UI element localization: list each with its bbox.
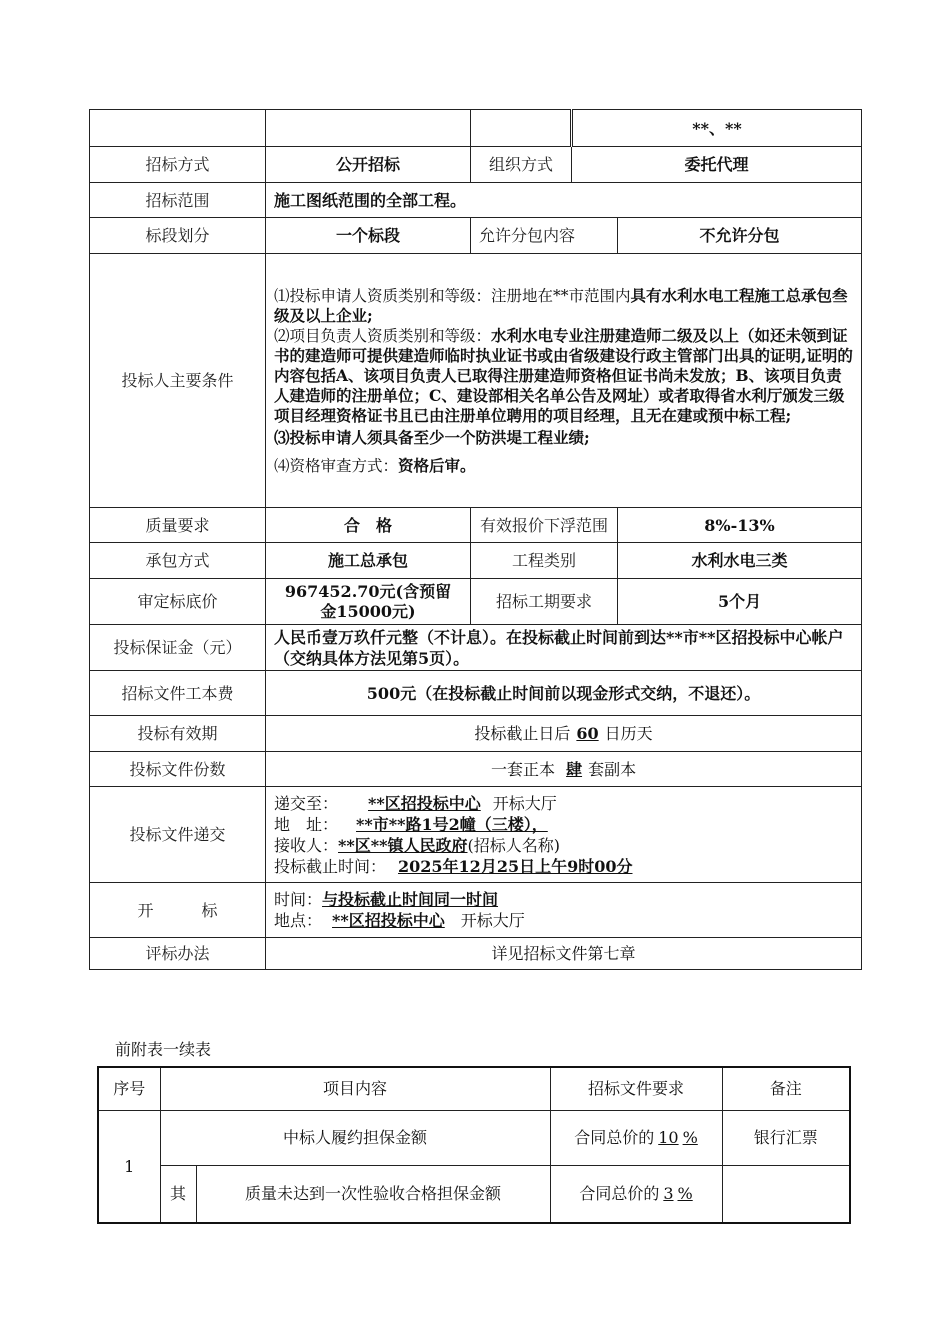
row-label: 投标文件递交	[90, 787, 266, 883]
condition-3: ⑶投标申请人须具备至少一个防洪堤工程业绩;	[274, 427, 590, 447]
cell-value: 500元（在投标截止时间前以现金形式交纳，不退还）。	[266, 671, 862, 716]
remark: 银行汇票	[722, 1110, 850, 1165]
row-label: 组织方式	[471, 147, 572, 183]
table-row	[98, 1165, 850, 1223]
row-label: 投标文件份数	[90, 752, 266, 787]
row-label: 允许分包内容	[471, 218, 618, 254]
table-row	[90, 716, 862, 752]
table-row	[90, 508, 862, 543]
row-label: 开 标	[90, 883, 266, 938]
submit-cell	[266, 787, 862, 883]
cell-value: 人民币壹万玖仟元整（不计息）。在投标截止时间前到达**市**区招投标中心帐户（交纳具体方法见第5页）。	[266, 625, 862, 671]
column-header: 序号	[98, 1067, 160, 1110]
cell-value: 投标截止日后 60 日历天	[266, 716, 862, 752]
row-label: 质量要求	[90, 508, 266, 543]
table-row	[90, 625, 862, 671]
row-label: 投标保证金（元）	[90, 625, 266, 671]
cell-value: 不允许分包	[618, 218, 862, 254]
row-label: 招标方式	[90, 147, 266, 183]
column-header: 项目内容	[160, 1067, 550, 1110]
tender-info-table	[89, 109, 862, 970]
condition-2: ⑵项目负责人资质类别和等级：水利水电专业注册建造师二级及以上（如还未领到证书的建造师可提供建造师临时执业证书或由省级建设行政主管部门出具的证明,证明的内容包括A、该项目负责人已取得注册建造师资格但证书尚未发放；B、该项目负责人建造师的注册单位；C、建设部相关名单公告及网址）或者取得省水利厅颁发三级项目经理资格证书且已由注册单位聘用的项目经理，且无在建或预中标工程;	[274, 325, 853, 425]
table-row	[90, 183, 862, 218]
cell-value: 一套正本 肆 套副本	[266, 752, 862, 787]
column-header: 备注	[722, 1067, 850, 1110]
row-label: 招标工期要求	[471, 579, 618, 625]
row-label: 评标办法	[90, 938, 266, 970]
table-row	[90, 938, 862, 970]
submit-to: 递交至： **区招投标中心 开标大厅	[274, 793, 557, 813]
row-label: 招标文件工本费	[90, 671, 266, 716]
conditions-cell	[266, 254, 862, 508]
cell-value: 8%-13%	[618, 508, 862, 543]
row-label: 投标人主要条件	[90, 254, 266, 508]
cell-value: 详见招标文件第七章	[266, 938, 862, 970]
item-content: 中标人履约担保金额	[160, 1110, 550, 1165]
submit-address: 地 址： **市**路1号2幢（三楼），	[274, 814, 548, 834]
table-row	[90, 110, 862, 147]
row-label: 审定标底价	[90, 579, 266, 625]
submit-receiver: 接收人：**区**镇人民政府(招标人名称)	[274, 835, 560, 855]
remark	[722, 1165, 850, 1223]
cell-value: 一个标段	[266, 218, 471, 254]
sub-label: 其	[160, 1165, 196, 1223]
table-row	[98, 1110, 850, 1165]
condition-1: ⑴投标申请人资质类别和等级：注册地在**市范围内具有水利水电工程施工总承包叁级及以上企业;	[274, 285, 848, 325]
open-cell	[266, 883, 862, 938]
table-row	[90, 543, 862, 579]
cell-value: 施工图纸范围的全部工程。	[266, 183, 862, 218]
requirement: 合同总价的 10 %	[550, 1110, 722, 1165]
condition-4: ⑷资格审查方式：资格后审。	[274, 455, 476, 475]
cell-value: 公开招标	[266, 147, 471, 183]
row-label: 工程类别	[471, 543, 618, 579]
row-label: 承包方式	[90, 543, 266, 579]
table-row	[90, 579, 862, 625]
requirement: 合同总价的 3 %	[550, 1165, 722, 1223]
cell-value: 5个月	[618, 579, 862, 625]
continuation-title: 前附表一续表	[115, 1040, 212, 1059]
submit-deadline: 投标截止时间： 2025年12月25日上午9时00分	[274, 856, 633, 876]
item-content: 质量未达到一次性验收合格担保金额	[196, 1165, 550, 1223]
row-label: 投标有效期	[90, 716, 266, 752]
table-row	[90, 147, 862, 183]
cell-value: 水利水电三类	[618, 543, 862, 579]
cell-value: 合 格	[266, 508, 471, 543]
row-label: 标段划分	[90, 218, 266, 254]
row-label: 有效报价下浮范围	[471, 508, 618, 543]
table-header-row	[98, 1067, 850, 1110]
appendix-table	[97, 1066, 851, 1224]
row-number: 1	[98, 1110, 160, 1223]
cell-value: **、**	[572, 110, 862, 147]
row-label: 招标范围	[90, 183, 266, 218]
open-place: 地点： **区招投标中心 开标大厅	[274, 911, 525, 930]
table-row	[90, 254, 862, 508]
table-row	[90, 671, 862, 716]
cell-value: 委托代理	[572, 147, 862, 183]
cell-value: 967452.70元(含预留金15000元)	[266, 579, 471, 625]
cell-value: 施工总承包	[266, 543, 471, 579]
open-time: 时间：与投标截止时间同一时间	[274, 890, 499, 909]
table-row	[90, 787, 862, 883]
table-row	[90, 218, 862, 254]
column-header: 招标文件要求	[550, 1067, 722, 1110]
table-row	[90, 752, 862, 787]
table-row	[90, 883, 862, 938]
